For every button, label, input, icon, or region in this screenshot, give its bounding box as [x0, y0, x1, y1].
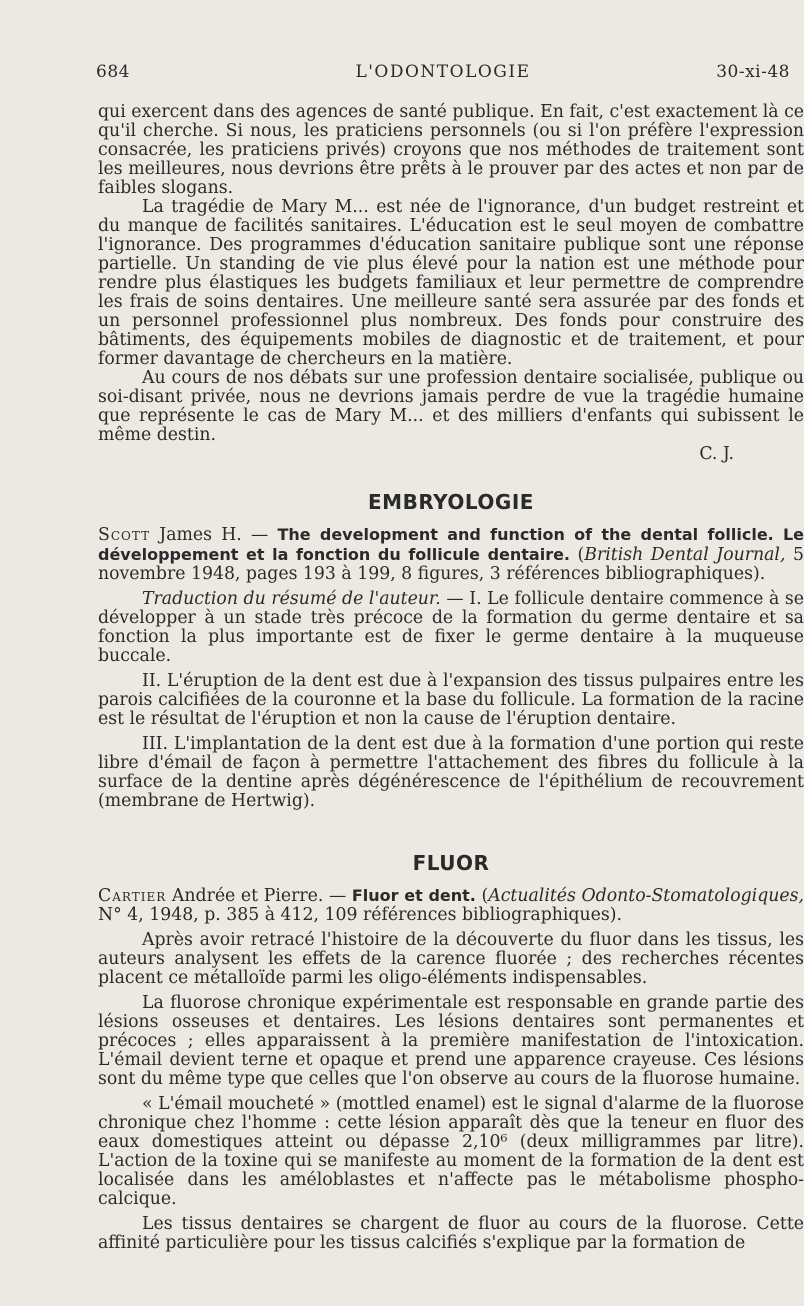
section-heading-embryologie: EMBRYOLOGIE [368, 490, 534, 514]
source-details: 5 novembre 1948, pages 193 à 199, 8 figures, 3 références bibliographiques). [98, 545, 804, 584]
embryologie-paragraph-2: II. L'éruption de la dent est due à l'expansion des tissus pulpaires entre les parois calcifiées de la couronne et la base du follicule. La formation de la racine est le résultat de l'éruption et non la cause de l'éruption dentaire. [98, 671, 804, 729]
signature: C. J. [699, 444, 734, 464]
section-heading-fluor: FLUOR [412, 851, 490, 875]
page-content [98, 103, 804, 1253]
fluor-paragraph-4: Les tissus dentaires se chargent de fluor au cours de la fluorose. Cette affinité particulière pour les tissus calcifiés s'explique par la formation de [98, 1214, 804, 1253]
article-title-fr: Le développement et la fonction du follicule dentaire. [98, 525, 804, 564]
translation-label: Traduction du résumé de l'auteur. [142, 589, 441, 609]
article-title: Fluor et dent. [351, 886, 476, 905]
fluor-reference: Cartier Andrée et Pierre. — Fluor et dent. (Actualités Odonto-Stomatologiques, N° 4, 1948, p. 385 à 412, 109 références bibliographiques). [98, 886, 804, 925]
article-title-en: The development and function of the dental follicle. [277, 525, 774, 544]
intro-paragraph-3: Au cours de nos débats sur une profession dentaire socialisée, publique ou soi-disant privée, nous ne devrions jamais perdre de vue la tragédie humaine que représente le cas de Mary M... et des milliers d'enfants qui subissent le même destin. [98, 368, 804, 445]
embryologie-paragraph-3: III. L'implantation de la dent est due à la formation d'une portion qui reste libre d'émail de façon à permettre l'attachement des fibres du follicule à la surface de la dentine après dégénérescence de l'épithélium de recouvrement (membrane de Hertwig). [98, 734, 804, 811]
source-journal: Actualités Odonto-Stomatologiques, [488, 886, 804, 906]
author-given-name: Andrée et Pierre. — [166, 886, 352, 906]
embryologie-reference: Scott James H. — The development and function of the dental follicle. Le développement et la fonction du follicule dentaire. (British Dental Journal, 5 novembre 1948, pages 193 à 199, 8 figures, 3 références bibliographiques). [98, 525, 804, 584]
intro-paragraph-1: qui exercent dans des agences de santé publique. En fait, c'est exactement là ce qu'il cherche. Si nous, les praticiens personnels (ou si l'on préfère l'expression consacrée, les praticiens privés) croyons que nos méthodes de traitement sont les meilleures, nous devrions être prêts à le prouver par des actes et non par de faibles slogans. [98, 102, 804, 198]
author-surname: Cartier [98, 886, 167, 906]
issue-date: 30-xi-48 [716, 62, 790, 82]
fluor-paragraph-1: Après avoir retracé l'histoire de la découverte du fluor dans les tissus, les auteurs analysent les effets de la carence fluorée ; des recherches récentes placent ce métalloïde parmi les oligo-éléments indispensables. [98, 930, 804, 988]
source-journal: British Dental Journal, [584, 545, 786, 565]
journal-title: L'ODONTOLOGIE [355, 62, 531, 82]
fluor-paragraph-3: « L'émail moucheté » (mottled enamel) est le signal d'alarme de la fluorose chronique chez l'homme : cette lésion apparaît dès que la teneur en fluor des eaux domestiques atteint ou dépasse 2,10⁶ (deux milligrammes par litre). L'action de la toxine qui se manifeste au moment de la formation de la dent est localisée dans les améloblastes et n'affecte pas le métabolisme phospho-calcique. [98, 1094, 804, 1209]
signature-line [98, 445, 804, 464]
intro-paragraph-2: La tragédie de Mary M... est née de l'ignorance, d'un budget restreint et du manque de facilités sanitaires. L'éducation est le seul moyen de combattre l'ignorance. Des programmes d'éducation sanitaire publique sont une réponse partielle. Un standing de vie plus élevé pour la nation est une méthode pour rendre plus élastiques les budgets familiaux et leur permettre de comprendre les frais de soins dentaires. Une meilleure santé sera assurée par des fonds et un personnel professionnel plus nombreux. Des fonds pour construire des bâtiments, des équipements mobiles de diagnostic et de traitement, et pour former davantage de chercheurs en la matière. [98, 197, 804, 369]
embryologie-paragraph-1: Traduction du résumé de l'auteur. — I. Le follicule dentaire commence à se développer à un stade très précoce de la formation du germe dentaire et sa fonction la plus importante est de fixer le germe dentaire à la muqueuse buccale. [98, 589, 804, 666]
running-header [96, 62, 790, 86]
author-surname: Scott [98, 525, 151, 545]
source-details: N° 4, 1948, p. 385 à 412, 109 références bibliographiques). [98, 905, 622, 925]
fluor-paragraph-2: La fluorose chronique expérimentale est responsable en grande partie des lésions osseuses et dentaires. Les lésions dentaires sont permanentes et précoces ; elles apparaissent à la première manifestation de l'intoxication. L'émail devient terne et opaque et prend une apparence crayeuse. Ces lésions sont du même type que celles que l'on observe au cours de la fluorose humaine. [98, 993, 804, 1089]
page-number: 684 [96, 62, 130, 82]
author-given-name: James H. — [150, 525, 278, 545]
